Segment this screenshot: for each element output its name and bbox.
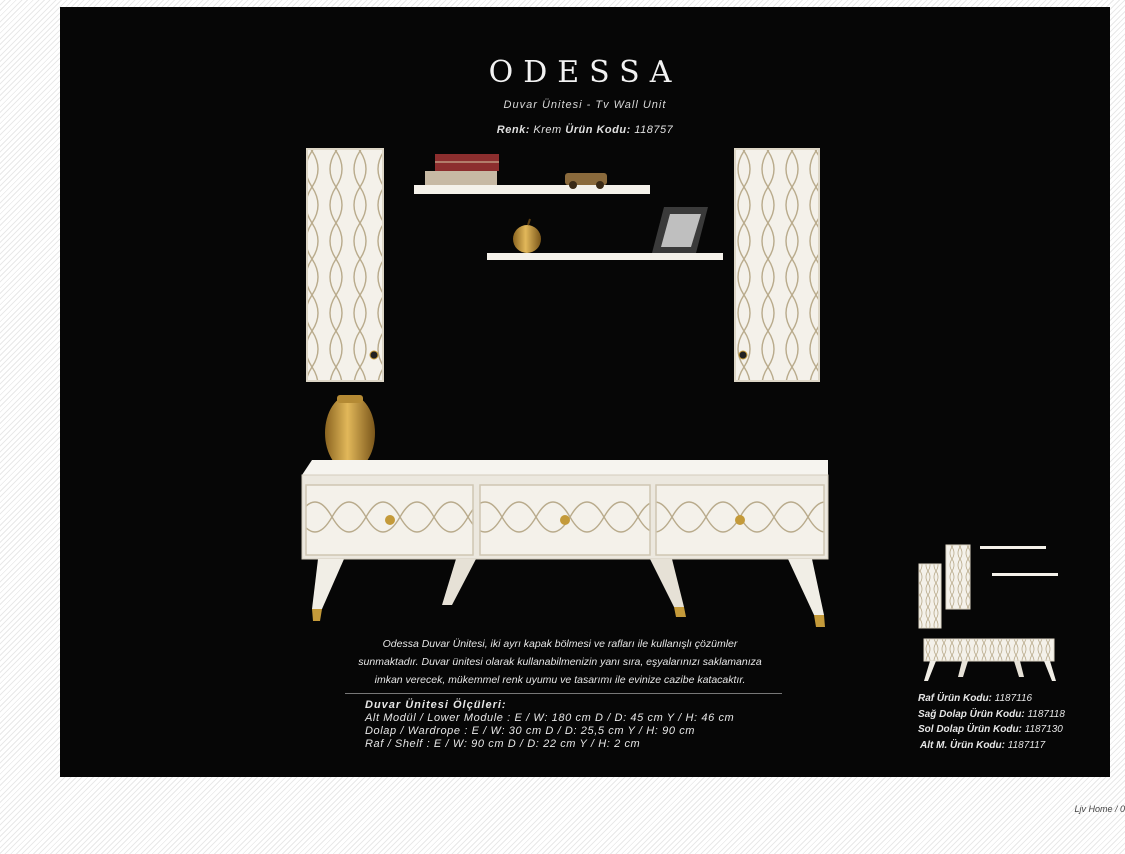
code-row — [918, 738, 1065, 754]
tv-stand — [302, 460, 828, 627]
code-row-value: 1187130 — [1024, 724, 1063, 735]
divider — [345, 693, 782, 694]
description-line: imkan verecek, mükemmel renk uyumu ve tasarımı ile evinize cazibe katacaktır. — [374, 674, 746, 686]
thumbnail-wall-set — [919, 545, 1058, 628]
code-row-value: 1187118 — [1027, 708, 1065, 720]
color-value: Krem — [533, 124, 562, 136]
footer-brand: Ljv Home / 0 — [1074, 804, 1125, 814]
code-row-value: 1187116 — [994, 693, 1033, 704]
color-label: Renk: — [496, 124, 530, 136]
code-row-label: Raf Ürün Kodu: — [918, 693, 992, 704]
dimension-line: Dolap / Wardrope : E / W: 30 cm D / D: 25,5 cm Y / H: 90 cm — [365, 725, 696, 737]
thumbnail-tv-stand — [924, 639, 1056, 681]
product-subtitle: Duvar Ünitesi - Tv Wall Unit — [503, 99, 667, 111]
catalog-panel — [60, 7, 1110, 777]
dimension-line: Raf / Shelf : E / W: 90 cm D / D: 22 cm Y / H: 2 cm — [365, 738, 641, 750]
code-row — [918, 707, 1065, 723]
code-row — [918, 722, 1065, 738]
product-description — [340, 635, 780, 689]
dimensions-title: Duvar Ünitesi Ölçüleri: — [365, 699, 507, 711]
code-row-value: 1187117 — [1007, 739, 1046, 751]
description-line: sunmaktadır. Duvar ünitesi olarak kullanabilmenizin yanı sıra, eşyalarınızı saklamanıza — [358, 656, 762, 668]
description-line: Odessa Duvar Ünitesi, iki ayrı kapak bölmesi ve rafları ile kullanışlı çözümler — [382, 638, 738, 650]
left-wall-cabinet — [307, 149, 383, 381]
code-label: Ürün Kodu: — [565, 124, 631, 136]
product-codes — [918, 691, 1065, 753]
dimensions-block — [365, 699, 734, 751]
code-row-label: Sağ Dolap Ürün Kodu: — [918, 708, 1025, 720]
lower-shelf — [487, 207, 723, 260]
code-value: 118757 — [634, 124, 674, 136]
dimension-line: Alt Modül / Lower Module : E / W: 180 cm D / D: 45 cm Y / H: 46 cm — [365, 712, 735, 724]
code-row — [918, 691, 1065, 707]
code-row-label: Alt M. Ürün Kodu: — [920, 739, 1005, 751]
upper-shelf — [414, 154, 650, 194]
right-wall-cabinet — [735, 149, 819, 381]
product-title: ODESSA — [488, 55, 682, 90]
gold-vase — [325, 395, 375, 471]
code-row-label: Sol Dolap Ürün Kodu: — [918, 724, 1022, 735]
